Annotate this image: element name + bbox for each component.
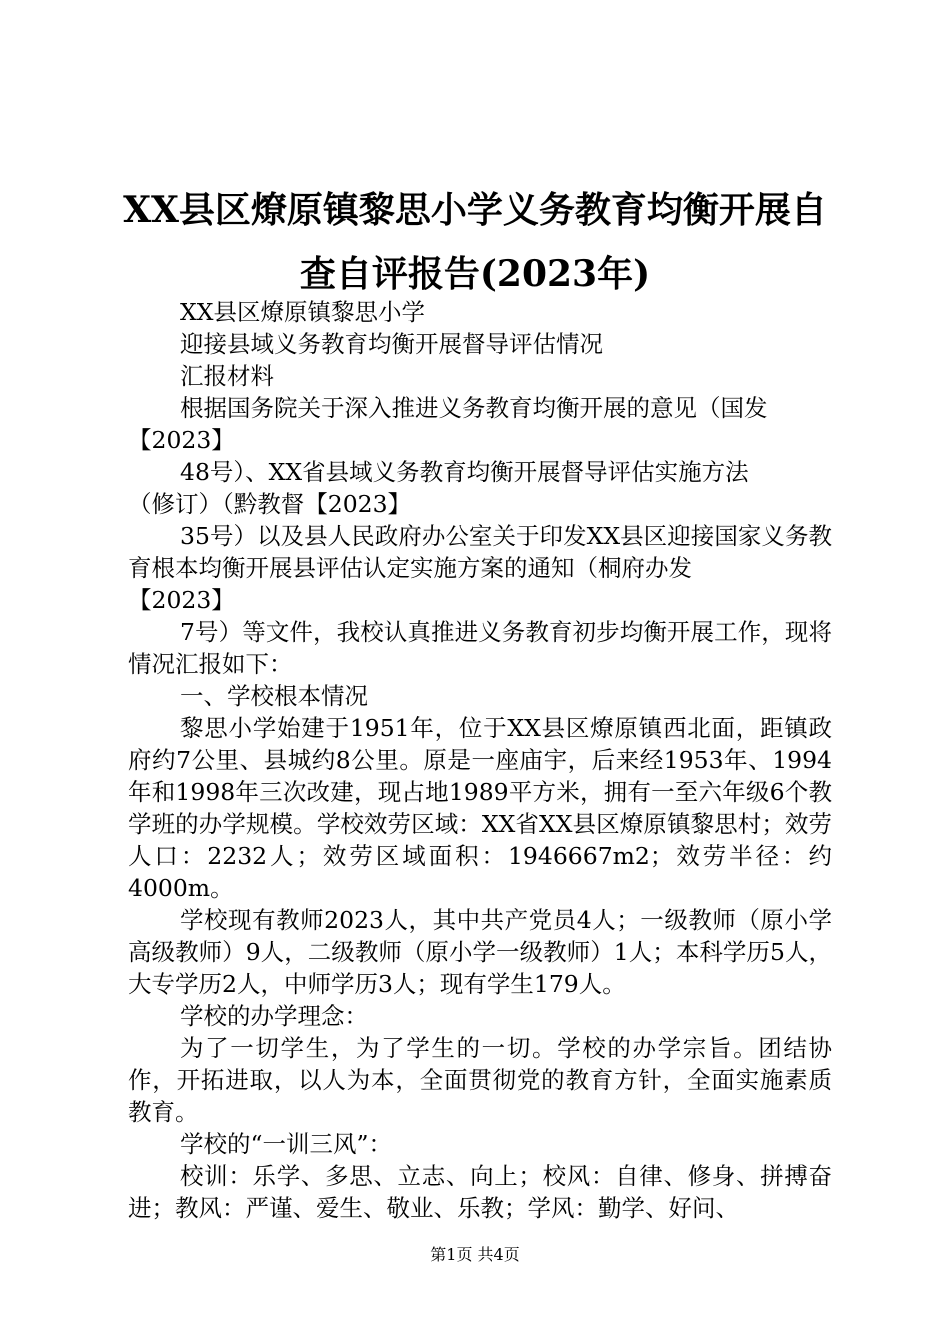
document-title-line-1: XX县区燎原镇黎思小学义务教育均衡开展自 — [123, 189, 827, 231]
paragraph-motto: 校训：乐学、多思、立志、向上；校风：自律、修身、拼搏奋进；教风：严谨、爱生、敬业、乐教；学风：勤学、好问、 — [128, 1162, 832, 1222]
paragraph-basis-5: 35号）以及县人民政府办公室关于印发XX县区迎接国家义务教育根本均衡开展县评估认定实施方案的通知（桐府办发 — [128, 522, 832, 582]
paragraph-motto-label: 学校的“一训三风”： — [180, 1130, 393, 1158]
page-footer: 第1页 共4页 — [430, 1245, 520, 1264]
paragraph-school-history: 黎思小学始建于1951年，位于XX县区燎原镇西北面，距镇政府约7公里、县城约8公里。原是一座庙宇，后来经1953年、1994年和1998年三次改建，现占地1989平方米，拥有一至六年级6个教学班的办学规模。学校效劳区域：XX省XX县区燎原镇黎思村；效劳人口：2232人；效劳区域面积：1946667m2；效劳半径：约4000m。 — [128, 714, 832, 902]
paragraph-basis-4: （修订）（黔教督【2023】 — [128, 490, 412, 518]
paragraph-report-label: 汇报材料 — [180, 362, 274, 390]
paragraph-school-name: XX县区燎原镇黎思小学 — [180, 298, 425, 326]
paragraph-subtitle: 迎接县域义务教育均衡开展督导评估情况 — [180, 330, 603, 358]
paragraph-philosophy-label: 学校的办学理念： — [180, 1002, 368, 1030]
document-body — [128, 296, 832, 1224]
paragraph-basis-2: 【2023】 — [128, 426, 235, 454]
paragraph-basis-6: 【2023】 — [128, 586, 235, 614]
paragraph-philosophy: 为了一切学生，为了学生的一切。学校的办学宗旨。团结协作，开拓进取，以人为本，全面贯彻党的教育方针，全面实施素质教育。 — [128, 1034, 832, 1126]
paragraph-basis-1: 根据国务院关于深入推进义务教育均衡开展的意见（国发 — [180, 394, 768, 422]
paragraph-basis-7: 7号）等文件，我校认真推进义务教育初步均衡开展工作，现将情况汇报如下： — [128, 618, 832, 678]
paragraph-teachers: 学校现有教师2023人，其中共产党员4人；一级教师（原小学高级教师）9人，二级教师（原小学一级教师）1人；本科学历5人，大专学历2人，中师学历3人；现有学生179人。 — [128, 906, 832, 998]
document-title-line-2: 查自评报告(2023年) — [299, 253, 651, 295]
paragraph-basis-3: 48号）、XX省县域义务教育均衡开展督导评估实施方法 — [180, 458, 749, 486]
section-heading-basic-info: 一、学校根本情况 — [180, 682, 368, 710]
